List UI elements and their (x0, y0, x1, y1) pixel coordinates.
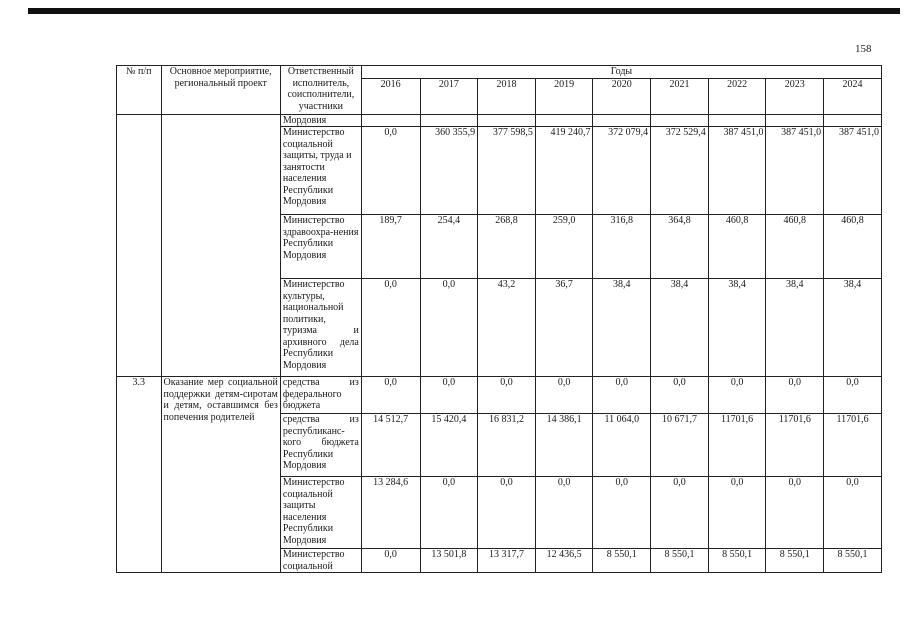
value-cell: 10 671,7 (651, 414, 709, 477)
executor-cell: Министерство социальной (280, 549, 361, 573)
value-cell: 11701,6 (824, 414, 882, 477)
header-executor: Ответственный исполнитель, соисполнители, участники (280, 66, 361, 115)
header-year: 2021 (651, 78, 709, 114)
value-cell: 254,4 (420, 215, 478, 279)
value-cell: 0,0 (651, 477, 709, 549)
row-activity: Оказание мер социальной поддержки детям-сиротам и детям, оставшимся без попечения родителей (161, 377, 280, 573)
value-cell: 0,0 (361, 279, 420, 377)
value-cell: 460,8 (824, 215, 882, 279)
value-cell: 0,0 (361, 377, 420, 414)
row-num: 3.3 (117, 377, 162, 573)
value-cell: 16 831,2 (478, 414, 536, 477)
page-number: 158 (855, 43, 872, 55)
value-cell: 11 064,0 (593, 414, 651, 477)
value-cell: 316,8 (593, 215, 651, 279)
value-cell: 11701,6 (708, 414, 766, 477)
executor-cell: Министерство культуры, национальной политики, туризма и архивного дела Республики Мордовия (280, 279, 361, 377)
value-cell: 43,2 (478, 279, 536, 377)
value-cell: 0,0 (420, 477, 478, 549)
value-cell: 8 550,1 (708, 549, 766, 573)
header-years-title: Годы (361, 66, 881, 79)
value-cell: 387 451,0 (766, 127, 824, 215)
value-cell: 0,0 (708, 377, 766, 414)
value-cell: 38,4 (593, 279, 651, 377)
value-cell: 0,0 (824, 477, 882, 549)
value-cell: 387 451,0 (824, 127, 882, 215)
header-num: № п/п (117, 66, 162, 115)
value-cell: 11701,6 (766, 414, 824, 477)
value-cell: 0,0 (593, 377, 651, 414)
value-cell: 372 529,4 (651, 127, 709, 215)
value-cell: 38,4 (824, 279, 882, 377)
value-cell: 0,0 (478, 477, 536, 549)
value-cell: 38,4 (651, 279, 709, 377)
row-activity-empty (161, 114, 280, 377)
header-year: 2024 (824, 78, 882, 114)
value-cell: 0,0 (766, 377, 824, 414)
value-cell: 8 550,1 (824, 549, 882, 573)
header-year: 2017 (420, 78, 478, 114)
value-cell: 0,0 (420, 279, 478, 377)
value-cell: 0,0 (824, 377, 882, 414)
header-year: 2020 (593, 78, 651, 114)
value-cell: 0,0 (361, 127, 420, 215)
header-year: 2016 (361, 78, 420, 114)
value-cell: 13 501,8 (420, 549, 478, 573)
value-cell: 268,8 (478, 215, 536, 279)
executor-cell: Мордовия (280, 114, 361, 127)
executor-cell: Министерство социальной защиты населения Республики Мордовия (280, 477, 361, 549)
value-cell: 14 512,7 (361, 414, 420, 477)
value-cell: 0,0 (478, 377, 536, 414)
value-cell: 38,4 (766, 279, 824, 377)
value-cell: 8 550,1 (766, 549, 824, 573)
header-year: 2023 (766, 78, 824, 114)
value-cell: 387 451,0 (708, 127, 766, 215)
header-year: 2022 (708, 78, 766, 114)
header-year: 2019 (535, 78, 593, 114)
value-cell: 0,0 (651, 377, 709, 414)
value-cell: 0,0 (361, 549, 420, 573)
value-cell: 0,0 (420, 377, 478, 414)
value-cell: 8 550,1 (651, 549, 709, 573)
value-cell: 259,0 (535, 215, 593, 279)
value-cell: 0,0 (535, 477, 593, 549)
value-cell: 0,0 (766, 477, 824, 549)
header-activity: Основное мероприятие, региональный проект (161, 66, 280, 115)
header-year: 2018 (478, 78, 536, 114)
value-cell: 15 420,4 (420, 414, 478, 477)
value-cell: 460,8 (708, 215, 766, 279)
executor-cell: средства из федерального бюджета (280, 377, 361, 414)
value-cell: 189,7 (361, 215, 420, 279)
executor-cell: Министерство социальной защиты, труда и занятости населения Республики Мордовия (280, 127, 361, 215)
value-cell: 360 355,9 (420, 127, 478, 215)
value-cell: 377 598,5 (478, 127, 536, 215)
value-cell: 0,0 (593, 477, 651, 549)
row-num-empty (117, 114, 162, 377)
value-cell: 0,0 (708, 477, 766, 549)
value-cell: 14 386,1 (535, 414, 593, 477)
value-cell: 364,8 (651, 215, 709, 279)
value-cell: 419 240,7 (535, 127, 593, 215)
value-cell: 372 079,4 (593, 127, 651, 215)
value-cell: 12 436,5 (535, 549, 593, 573)
budget-table (116, 65, 882, 573)
executor-cell: средства из республиканс-кого бюджета Республики Мордовия (280, 414, 361, 477)
value-cell: 13 284,6 (361, 477, 420, 549)
value-cell: 8 550,1 (593, 549, 651, 573)
table-row (117, 377, 882, 414)
value-cell: 13 317,7 (478, 549, 536, 573)
scan-top-border (28, 8, 900, 14)
value-cell: 0,0 (535, 377, 593, 414)
value-cell: 460,8 (766, 215, 824, 279)
executor-cell: Министерство здравоохра-нения Республики Мордовия (280, 215, 361, 279)
value-cell: 36,7 (535, 279, 593, 377)
value-cell: 38,4 (708, 279, 766, 377)
